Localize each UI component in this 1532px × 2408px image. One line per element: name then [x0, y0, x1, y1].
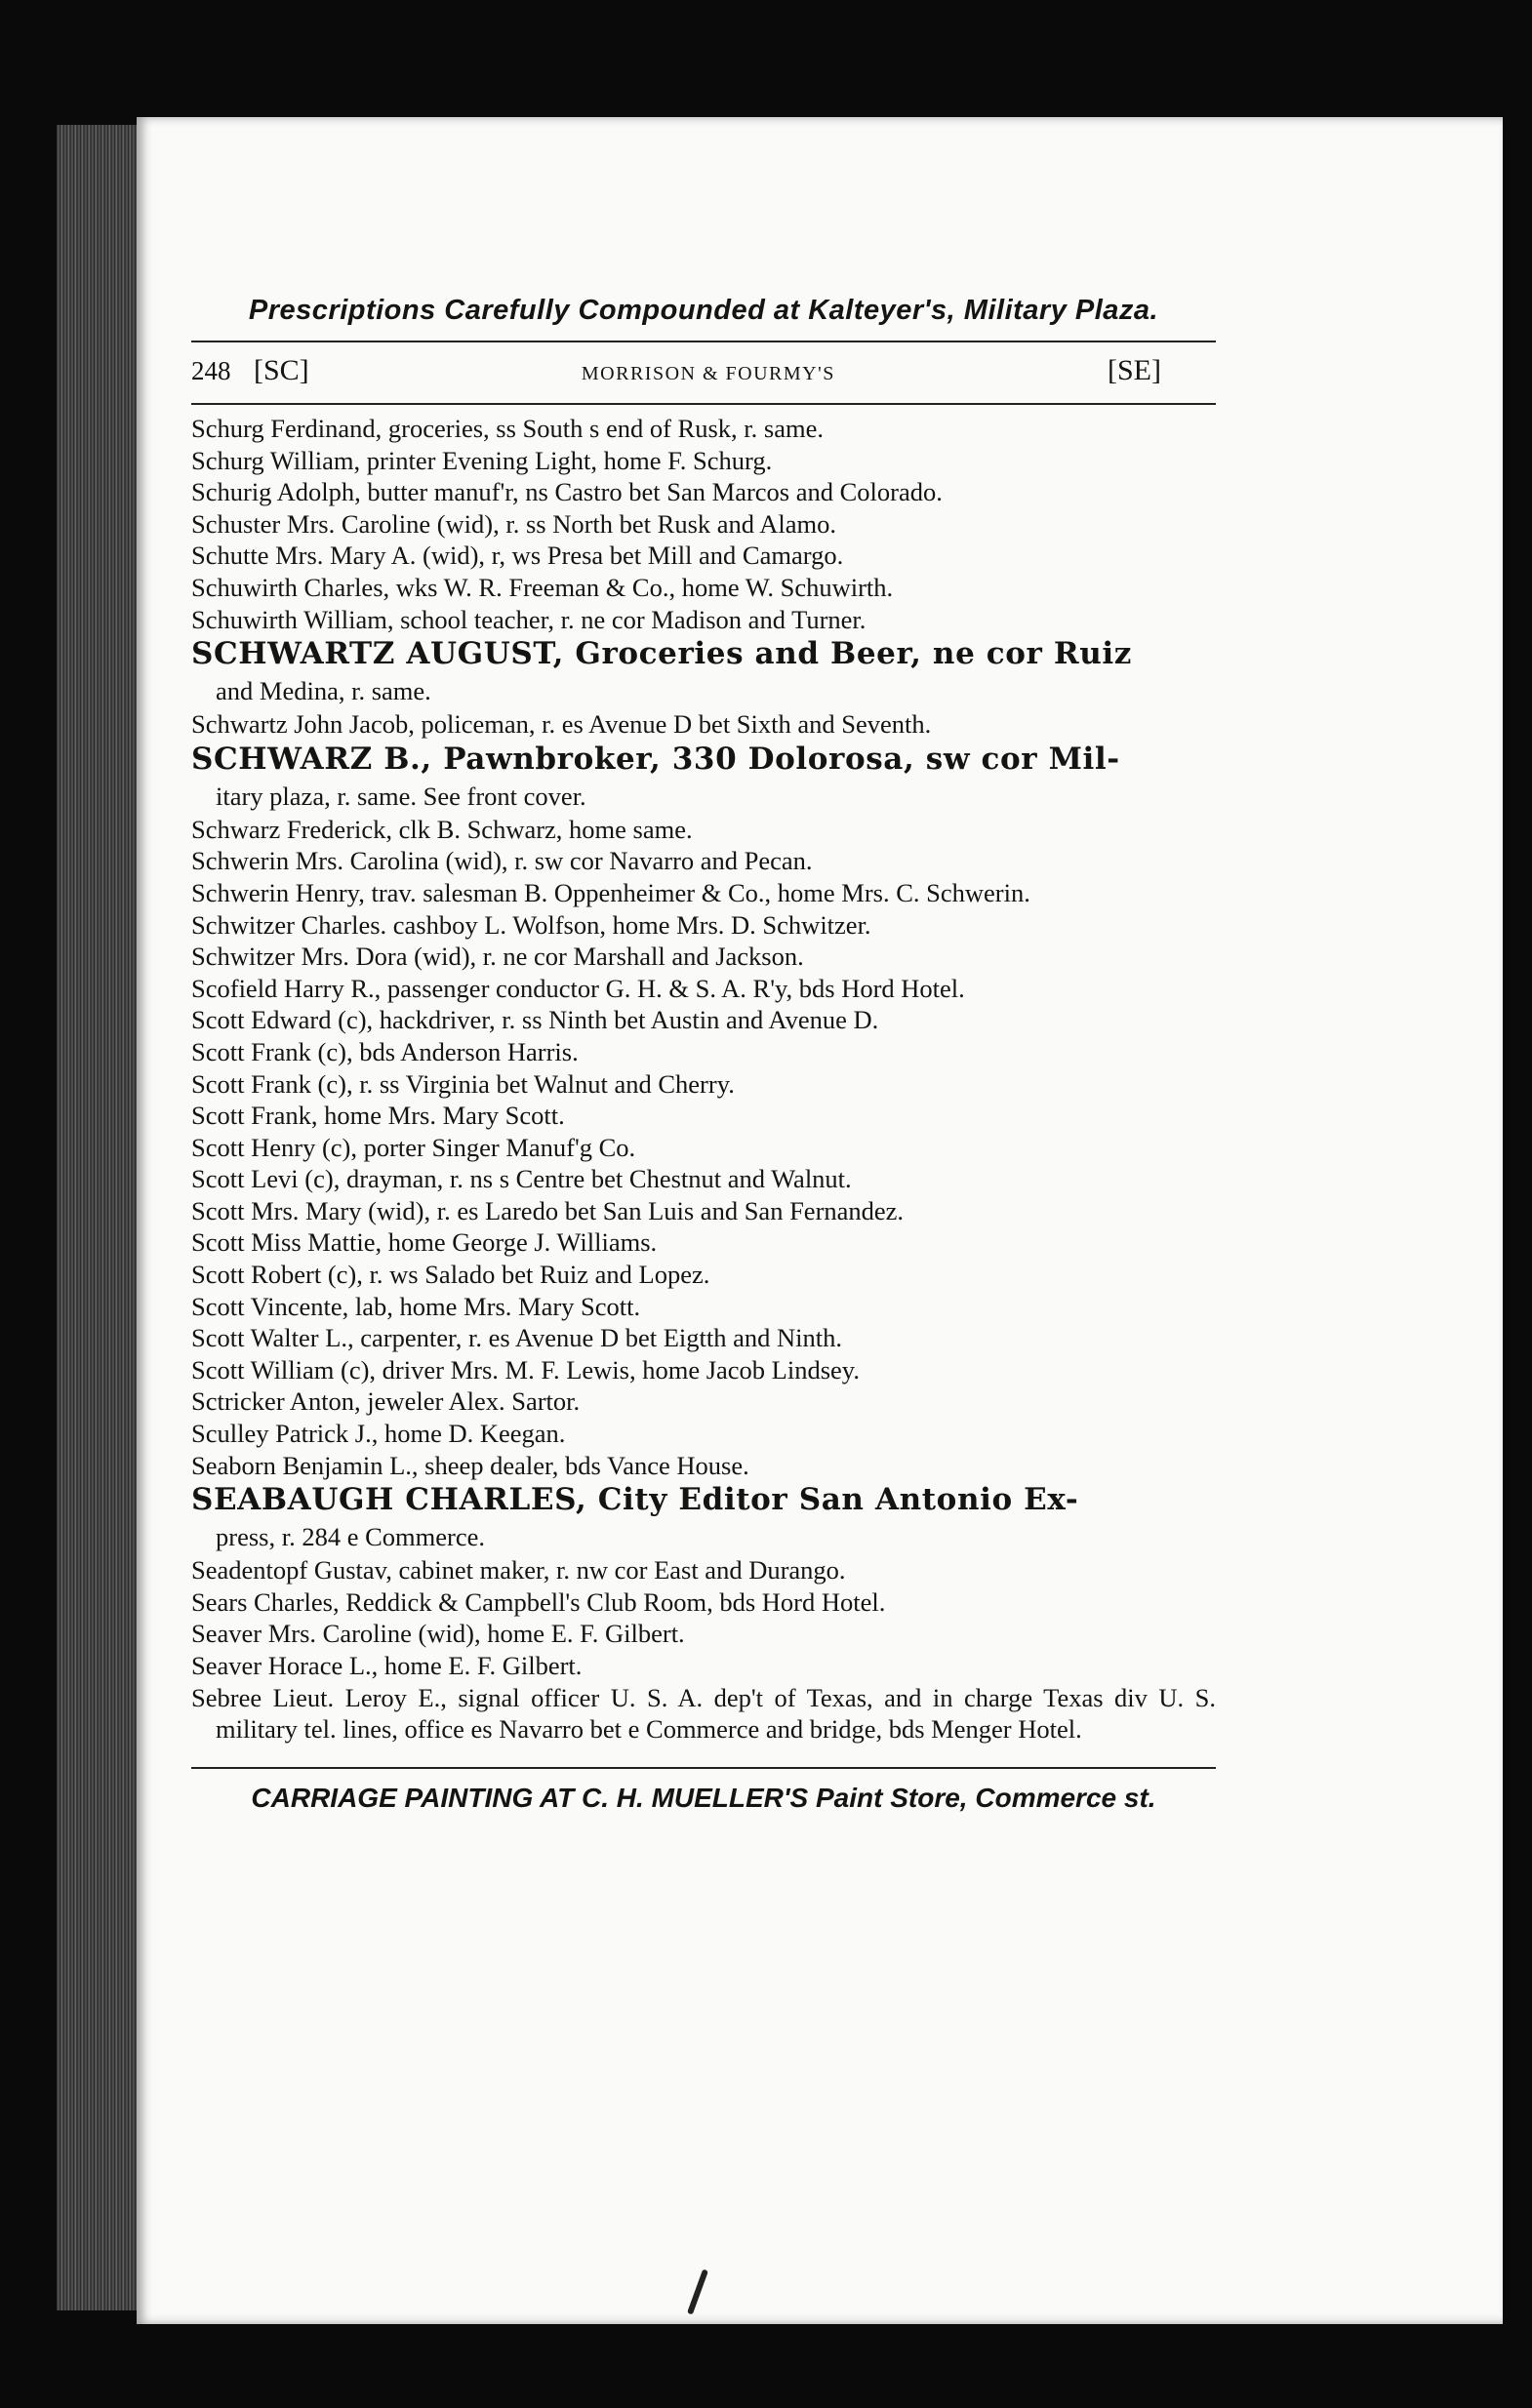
- entry-text: Scott Frank, home Mrs. Mary Scott.: [191, 1101, 565, 1131]
- directory-entry: [191, 909, 1216, 942]
- directory-entry: [191, 476, 1216, 508]
- entry-text: Schwitzer Mrs. Dora (wid), r. ne cor Marshall and Jackson.: [191, 942, 804, 972]
- book-page-edges: [57, 125, 144, 2310]
- entry-text: Schurg William, printer Evening Light, home F. Schurg.: [191, 445, 773, 475]
- entry-text: Scott Frank (c), bds Anderson Harris.: [191, 1036, 579, 1066]
- directory-entry: [191, 1481, 1216, 1554]
- entry-text: Sebree Lieut. Leroy E., signal officer U. S. A. dep't of Texas, and in charge Texas div U. S. military tel. lines, office es Navarro bet e Commerce and bridge, bds Menger Hotel.: [191, 1682, 1216, 1745]
- directory-entry: [191, 445, 1216, 477]
- entry-text: Seaver Horace L., home E. F. Gilbert.: [191, 1651, 583, 1680]
- page-content: [191, 191, 1216, 1814]
- entry-text: Schwartz John Jacob, policeman, r. es Avenue D bet Sixth and Seventh.: [191, 709, 932, 740]
- entry-text: Scott Robert (c), r. ws Salado bet Ruiz and Lopez.: [191, 1260, 710, 1290]
- entry-headline: SEABAUGH CHARLES, City Editor San Antonio Ex-: [191, 1482, 1079, 1518]
- entry-text: Scott Edward (c), hackdriver, r. ss Ninth bet Austin and Avenue D.: [191, 1005, 879, 1035]
- bottom-advertisement-banner: CARRIAGE PAINTING AT C. H. MUELLER'S Paint Store, Commerce st.: [251, 1782, 1156, 1813]
- directory-entry: [191, 1259, 1216, 1291]
- entry-text: Scofield Harry R., passenger conductor G. H. & S. A. R'y, bds Hord Hotel.: [191, 973, 965, 1003]
- directory-entry: [191, 1322, 1216, 1354]
- entry-text: Scott Vincente, lab, home Mrs. Mary Scott.: [191, 1291, 641, 1321]
- directory-entry: [191, 1586, 1216, 1619]
- directory-entry: [191, 1650, 1216, 1682]
- entry-text: Scott Henry (c), porter Singer Manuf'g Co.: [191, 1132, 636, 1162]
- directory-entry: [191, 741, 1216, 814]
- entry-text: Schwerin Mrs. Carolina (wid), r. sw cor Navarro and Pecan.: [191, 846, 813, 876]
- directory-entry: [191, 1195, 1216, 1227]
- entry-text: Schutte Mrs. Mary A. (wid), r, ws Presa bet Mill and Camargo.: [191, 541, 844, 571]
- directory-entry: [191, 973, 1216, 1005]
- entry-text: Seaver Mrs. Caroline (wid), home E. F. Gilbert.: [191, 1619, 685, 1649]
- directory-entry: [191, 1450, 1216, 1482]
- entry-headline: SCHWARTZ AUGUST, Groceries and Beer, ne cor Ruiz: [191, 636, 1132, 672]
- directory-entry: [191, 1354, 1216, 1386]
- entry-text: Scott William (c), driver Mrs. M. F. Lewis, home Jacob Lindsey.: [191, 1354, 860, 1385]
- entry-text: Sctricker Anton, jeweler Alex. Sartor.: [191, 1386, 581, 1417]
- directory-entry: [191, 1385, 1216, 1418]
- entry-text: Scott Levi (c), drayman, r. ns s Centre bet Chestnut and Walnut.: [191, 1164, 852, 1194]
- entry-text: Schwerin Henry, trav. salesman B. Oppenheimer & Co., home Mrs. C. Schwerin.: [191, 877, 1030, 907]
- directory-entry: [191, 1554, 1216, 1586]
- entry-text: Schuwirth William, school teacher, r. ne cor Madison and Turner.: [191, 604, 867, 634]
- entry-text: Schurig Adolph, butter manuf'r, ns Castro bet San Marcos and Colorado.: [191, 477, 943, 507]
- entry-text: Scott Mrs. Mary (wid), r. es Laredo bet San Luis and San Fernandez.: [191, 1195, 905, 1225]
- directory-entry: [191, 845, 1216, 877]
- entry-text: itary plaza, r. same. See front cover.: [216, 781, 586, 811]
- entry-text: Sculley Patrick J., home D. Keegan.: [191, 1419, 566, 1449]
- directory-entry: [191, 1226, 1216, 1259]
- directory-entry: [191, 1100, 1216, 1132]
- directory-entry: [191, 1618, 1216, 1650]
- directory-entry: [191, 814, 1216, 846]
- entry-text: Seadentopf Gustav, cabinet maker, r. nw cor East and Durango.: [191, 1555, 846, 1585]
- entry-text: Scott Frank (c), r. ss Virginia bet Walnut and Cherry.: [191, 1068, 735, 1099]
- directory-entry: [191, 604, 1216, 636]
- entry-text: Schuwirth Charles, wks W. R. Freeman & Co., home W. Schuwirth.: [191, 572, 894, 602]
- directory-entry: [191, 877, 1216, 909]
- directory-entry: [191, 413, 1216, 445]
- entry-text: Schwarz Frederick, clk B. Schwarz, home same.: [191, 814, 693, 844]
- entry-text: Scott Miss Mattie, home George J. Williams.: [191, 1227, 658, 1258]
- top-advertisement-banner: Prescriptions Carefully Compounded at Kalteyer's, Military Plaza.: [248, 295, 1159, 326]
- directory-entry: [191, 1163, 1216, 1195]
- entry-text: Sears Charles, Reddick & Campbell's Club Room, bds Hord Hotel.: [191, 1586, 886, 1617]
- entry-headline: SCHWARZ B., Pawnbroker, 330 Dolorosa, sw cor Mil-: [191, 741, 1120, 777]
- entry-text: Schurg Ferdinand, groceries, ss South s end of Rusk, r. same.: [191, 414, 824, 443]
- header-divider: [191, 403, 1216, 405]
- entry-text: Schuster Mrs. Caroline (wid), r. ss North bet Rusk and Alamo.: [191, 508, 836, 539]
- bottom-divider: [191, 1767, 1216, 1769]
- page-number: 248: [191, 356, 231, 385]
- directory-entry: [191, 1004, 1216, 1036]
- directory-entry: [191, 1682, 1216, 1746]
- range-end-key: [SE]: [1108, 354, 1161, 386]
- entry-text: Schwitzer Charles. cashboy L. Wolfson, home Mrs. D. Schwitzer.: [191, 909, 871, 940]
- entry-text: press, r. 284 e Commerce.: [216, 1522, 485, 1552]
- directory-entry: [191, 508, 1216, 541]
- directory-entry: [191, 572, 1216, 604]
- directory-entry: [191, 708, 1216, 741]
- directory-entry: [191, 1036, 1216, 1068]
- top-divider: [191, 341, 1216, 342]
- publisher-name: MORRISON & FOURMY'S: [581, 363, 835, 384]
- directory-entry: [191, 941, 1216, 973]
- directory-entry: [191, 1418, 1216, 1450]
- directory-entry: [191, 1132, 1216, 1164]
- entry-text: and Medina, r. same.: [216, 676, 431, 706]
- entry-text: Seaborn Benjamin L., sheep dealer, bds Vance House.: [191, 1450, 749, 1480]
- running-header: [191, 354, 1216, 397]
- directory-entry: [191, 1291, 1216, 1323]
- directory-entry: [191, 540, 1216, 572]
- entry-text: Scott Walter L., carpenter, r. es Avenue D bet Eigtth and Ninth.: [191, 1323, 842, 1353]
- directory-entries: [191, 413, 1216, 1746]
- directory-entry: [191, 1068, 1216, 1101]
- directory-entry: [191, 635, 1216, 708]
- range-start-key: [SC]: [254, 354, 309, 386]
